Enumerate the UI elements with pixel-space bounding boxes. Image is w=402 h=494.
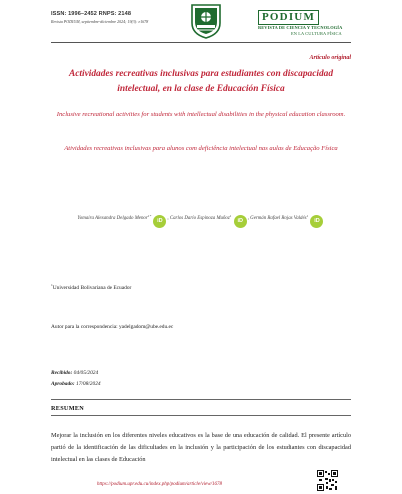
- article-type-label: Artículo original: [309, 55, 351, 61]
- citation-line: Revista PODIUM, septiembre-diciembre 2024; 19(3): e1678: [51, 19, 149, 24]
- approved-date: [51, 379, 101, 390]
- received-label: Recibido:: [51, 370, 73, 376]
- approved-label: Aprobado:: [51, 381, 75, 387]
- article-url-link[interactable]: https://podium.upr.edu.cu/index.php/podium/article/view/1678: [97, 482, 222, 487]
- submission-dates: [51, 368, 101, 390]
- received-date: [51, 368, 101, 379]
- title-portuguese: Atividades recreativas inclusivas para alunos com deficiência intelectual nas aulas de Educação Física: [64, 145, 338, 152]
- author-list: [51, 207, 351, 228]
- affiliation-text: Universidad Bolivariana de Ecuador: [52, 284, 132, 291]
- received-value: 04/05/2024: [73, 370, 99, 376]
- affiliation-line: [51, 283, 131, 291]
- podium-wordmark: [258, 10, 319, 25]
- author-name: Germán Rafael Rojas Valdés: [250, 216, 307, 221]
- author-name: Yomaira Alexandra Delgado Menor: [77, 216, 148, 221]
- abstract-heading: RESUMEN: [51, 405, 85, 412]
- title-spanish: Actividades recreativas inclusivas para estudiantes con discapacidad intelectual, en la clase de Educación Física: [68, 69, 334, 94]
- orcid-icon[interactable]: iD: [153, 215, 166, 228]
- abstract-top-rule: [51, 399, 351, 400]
- orcid-icon[interactable]: iD: [234, 215, 247, 228]
- qr-code-icon: [317, 470, 338, 491]
- orcid-icon[interactable]: iD: [310, 215, 323, 228]
- title-english: Inclusive recreational activities for students with intellectual disabilities in the physical education classroom.: [56, 111, 346, 118]
- affiliation-number: 1: [51, 283, 53, 287]
- abstract-text: Mejorar la inclusión en los diferentes niveles educativos es la base de una educación de calidad. El presente artículo partió de la identificación de las dificultades en la inclusión y la participación de los estudiantes con discapacidad intelectual en las clases de Educación: [51, 432, 351, 463]
- approved-value: 17/08/2024: [76, 381, 101, 387]
- podium-journal-logo: [258, 10, 348, 40]
- journal-subtitle-1: REVISTA DE CIENCIA Y TECNOLOGÍA: [258, 25, 343, 30]
- correspondence-line: Autor para la correspondencia: yadelgadom@ube.edu.ec: [51, 324, 174, 330]
- podium-brand-name: PODIUM: [262, 11, 316, 23]
- author-separator: ,: [167, 216, 169, 221]
- author-name: Carlos Darío Espinoza Muñoz: [169, 216, 230, 221]
- author-affiliation-mark: 1: [306, 214, 309, 218]
- abstract-bottom-rule: [51, 415, 351, 416]
- header-divider: [51, 42, 351, 43]
- issn-line: ISSN: 1996–2452 RNPS: 2148: [51, 11, 132, 17]
- author-affiliation-mark: 1: [229, 214, 232, 218]
- university-seal-logo: [190, 3, 222, 39]
- journal-subtitle-2: EN LA CULTURA FÍSICA: [291, 31, 342, 36]
- author-affiliation-mark: 1*: [147, 214, 152, 218]
- author-separator: ,: [247, 216, 251, 221]
